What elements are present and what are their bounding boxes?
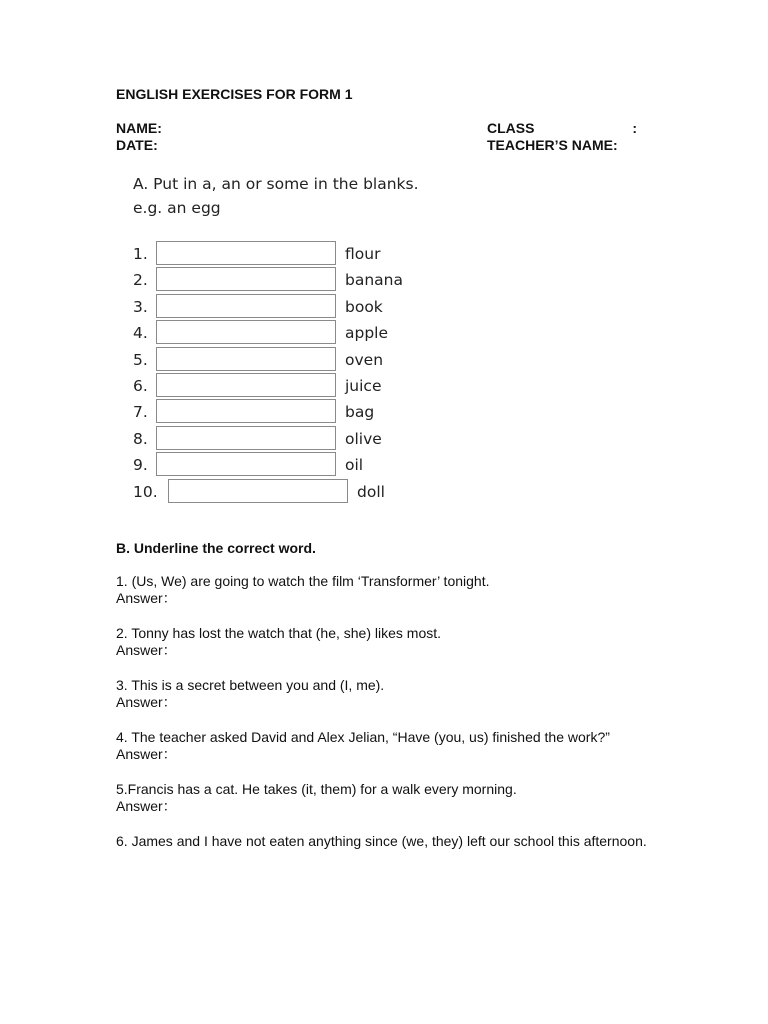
item-number: 4. [133,324,148,342]
fill-blank-item [133,479,433,505]
fill-blank-item [133,320,433,346]
answer-label: Answer： [116,642,177,658]
section-a-instruction: A. Put in a, an or some in the blanks. [133,175,419,193]
item-word: oil [345,456,364,474]
fill-blank-item [133,452,433,478]
class-row [487,120,637,137]
teacher-name-label: TEACHER’S NAME: [487,137,618,153]
question-text: 1. (Us, We) are going to watch the film ‘Transformer’ tonight. [116,573,490,589]
question-block [116,781,651,815]
section-a-header [133,172,419,220]
student-info-right [487,120,637,154]
item-number: 8. [133,430,148,448]
worksheet-title: ENGLISH EXERCISES FOR FORM 1 [116,86,353,102]
fill-blank-item [133,241,433,267]
answer-label: Answer： [116,798,177,814]
section-a-example: e.g. an egg [133,199,221,217]
answer-blank-box[interactable] [156,320,336,344]
name-label: NAME: [116,120,162,136]
answer-label: Answer： [116,590,177,606]
item-word: bag [345,403,375,421]
item-word: book [345,298,383,316]
answer-blank-box[interactable] [156,241,336,265]
fill-blank-item [133,294,433,320]
question-block [116,677,651,711]
question-text: 3. This is a secret between you and (I, me). [116,677,385,693]
question-block [116,833,651,850]
answer-blank-box[interactable] [156,452,336,476]
fill-blank-item [133,426,433,452]
question-block [116,729,651,763]
question-text: 4. The teacher asked David and Alex Jelian, “Have (you, us) finished the work?” [116,729,610,745]
item-number: 1. [133,245,148,263]
answer-blank-box[interactable] [156,294,336,318]
answer-blank-box[interactable] [168,479,348,503]
question-text: 6. James and I have not eaten anything since (we, they) left our school this afternoon. [116,833,647,849]
answer-label: Answer： [116,694,177,710]
fill-blank-item [133,267,433,293]
item-word: juice [345,377,382,395]
question-text: 5.Francis has a cat. He takes (it, them) for a walk every morning. [116,781,517,797]
class-colon: : [632,120,637,136]
answer-blank-box[interactable] [156,373,336,397]
answer-blank-box[interactable] [156,267,336,291]
question-block [116,573,651,607]
section-b-title: B. Underline the correct word. [116,540,316,556]
item-number: 9. [133,456,148,474]
answer-blank-box[interactable] [156,426,336,450]
item-word: oven [345,351,384,369]
item-number: 7. [133,403,148,421]
answer-blank-box[interactable] [156,399,336,423]
question-block [116,625,651,659]
item-number: 2. [133,271,148,289]
answer-blank-box[interactable] [156,347,336,371]
item-word: apple [345,324,389,342]
class-label: CLASS [487,120,535,136]
fill-blank-item [133,347,433,373]
section-b [116,540,651,868]
item-word: doll [357,483,385,501]
item-number: 6. [133,377,148,395]
item-number: 5. [133,351,148,369]
date-label: DATE: [116,137,158,153]
answer-label: Answer： [116,746,177,762]
fill-blank-item [133,399,433,425]
fill-blank-item [133,373,433,399]
item-word: banana [345,271,403,289]
item-word: olive [345,430,382,448]
item-word: flour [345,245,381,263]
item-number: 10. [133,483,158,501]
student-info-left [116,120,162,154]
item-number: 3. [133,298,148,316]
question-text: 2. Tonny has lost the watch that (he, she) likes most. [116,625,442,641]
